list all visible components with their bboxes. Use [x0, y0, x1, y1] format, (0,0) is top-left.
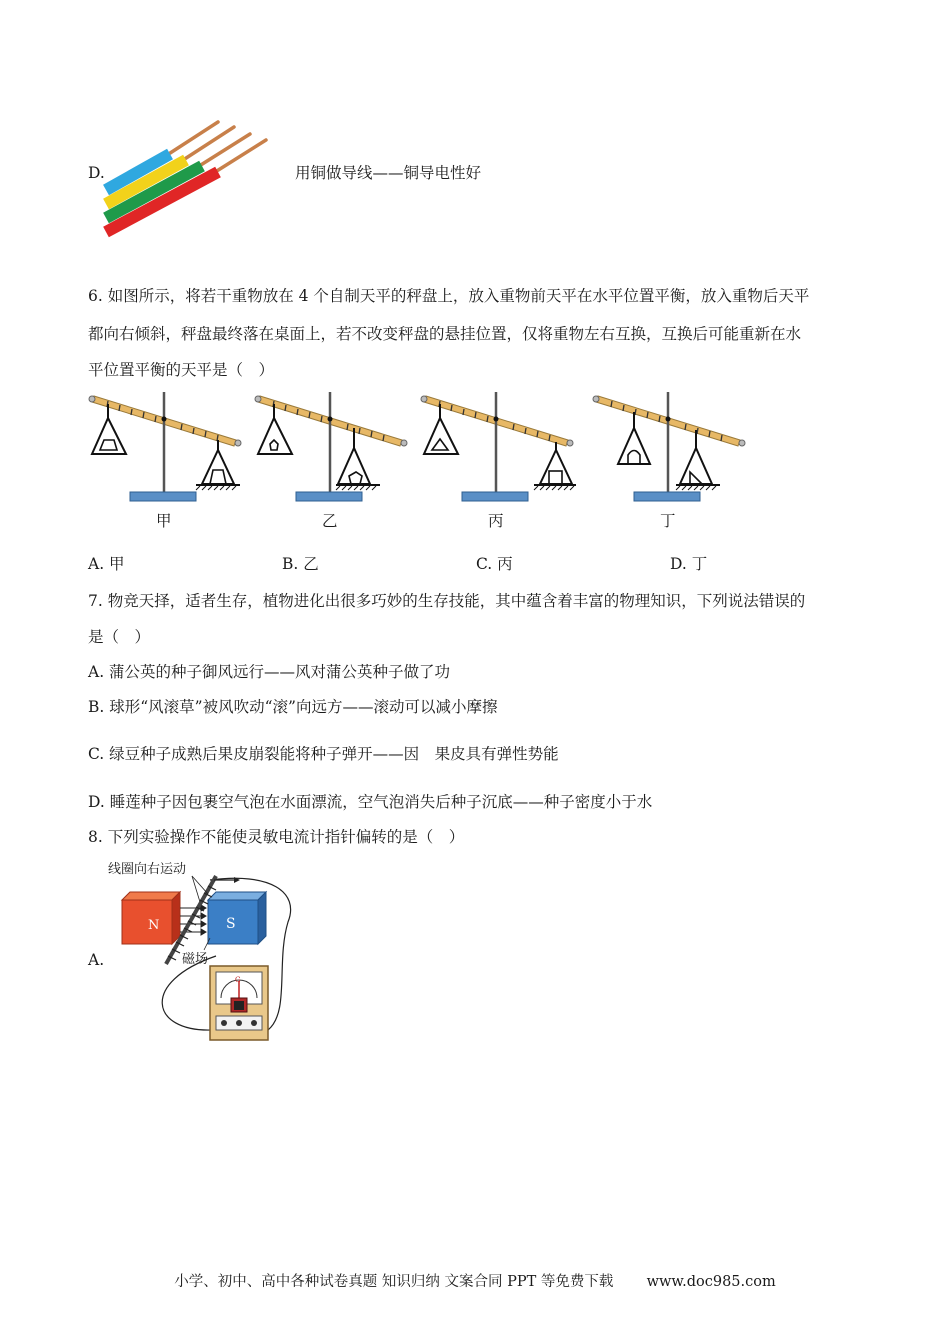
balance-figure-yi — [252, 392, 412, 507]
galvanometer-g-label: G — [235, 976, 241, 984]
q7-option-b[interactable]: B. 球形“风滚草”被风吹动“滚”向远方——滚动可以减小摩擦 — [88, 698, 498, 716]
balance-label-yi: 乙 — [322, 512, 338, 530]
q5-option-d-text: 用铜做导线——铜导电性好 — [295, 164, 482, 182]
q6-stem-line-2: 都向右倾斜，秤盘最终落在桌面上，若不改变秤盘的悬挂位置，仅将重物左右互换，互换后可能重新在水 — [88, 325, 802, 343]
balance-figure-bing — [418, 392, 578, 507]
q6-option-b[interactable]: B. 乙 — [282, 555, 319, 573]
q5-option-d-label: D. — [88, 164, 105, 182]
q7-option-c[interactable]: C. 绿豆种子成熟后果皮崩裂能将种子弹开——因 果皮具有弹性势能 — [88, 745, 559, 763]
q6-stem-line-3: 平位置平衡的天平是（ ） — [88, 361, 275, 379]
balance-label-ding: 丁 — [660, 512, 676, 530]
q8-option-a-label[interactable]: A. — [88, 951, 105, 969]
q7-option-d[interactable]: D. 睡莲种子因包裹空气泡在水面漂流，空气泡消失后种子沉底——种子密度小于水 — [88, 793, 653, 811]
q6-option-d[interactable]: D. 丁 — [670, 555, 708, 573]
q7-option-a[interactable]: A. 蒲公英的种子御风远行——风对蒲公英种子做了功 — [88, 663, 451, 681]
coil-motion-label: 线圈向右运动 — [108, 862, 187, 877]
footer-url[interactable]: www.doc985.com — [646, 1274, 776, 1290]
balance-figure-jia — [86, 392, 246, 507]
magnet-s-label: S — [226, 916, 236, 932]
balance-label-bing: 丙 — [488, 512, 504, 530]
magnetic-field-label: 磁场 — [182, 952, 209, 967]
q8-stem: 8. 下列实验操作不能使灵敏电流计指针偏转的是（ ） — [88, 828, 465, 846]
q6-stem-line-1: 6. 如图所示，将若干重物放在 4 个自制天平的秤盘上，放入重物前天平在水平位置平衡，放入重物后天平 — [88, 287, 810, 305]
q8-option-a-figure — [100, 852, 300, 1044]
footer-text: 小学、初中、高中各种试卷真题 知识归纳 文案合同 PPT 等免费下载 — [174, 1274, 614, 1290]
q7-stem-line-2: 是（ ） — [88, 628, 151, 646]
balance-figure-ding — [590, 392, 750, 507]
q6-option-c[interactable]: C. 丙 — [476, 555, 513, 573]
balance-label-jia: 甲 — [156, 512, 172, 530]
colored-wires-image — [100, 112, 272, 240]
q6-option-a[interactable]: A. 甲 — [88, 555, 125, 573]
page-footer — [0, 1270, 950, 1291]
q7-stem-line-1: 7. 物竞天择，适者生存，植物进化出很多巧妙的生存技能，其中蕴含着丰富的物理知识，下列说法错误的 — [88, 592, 806, 610]
magnet-n-label: N — [148, 918, 160, 933]
